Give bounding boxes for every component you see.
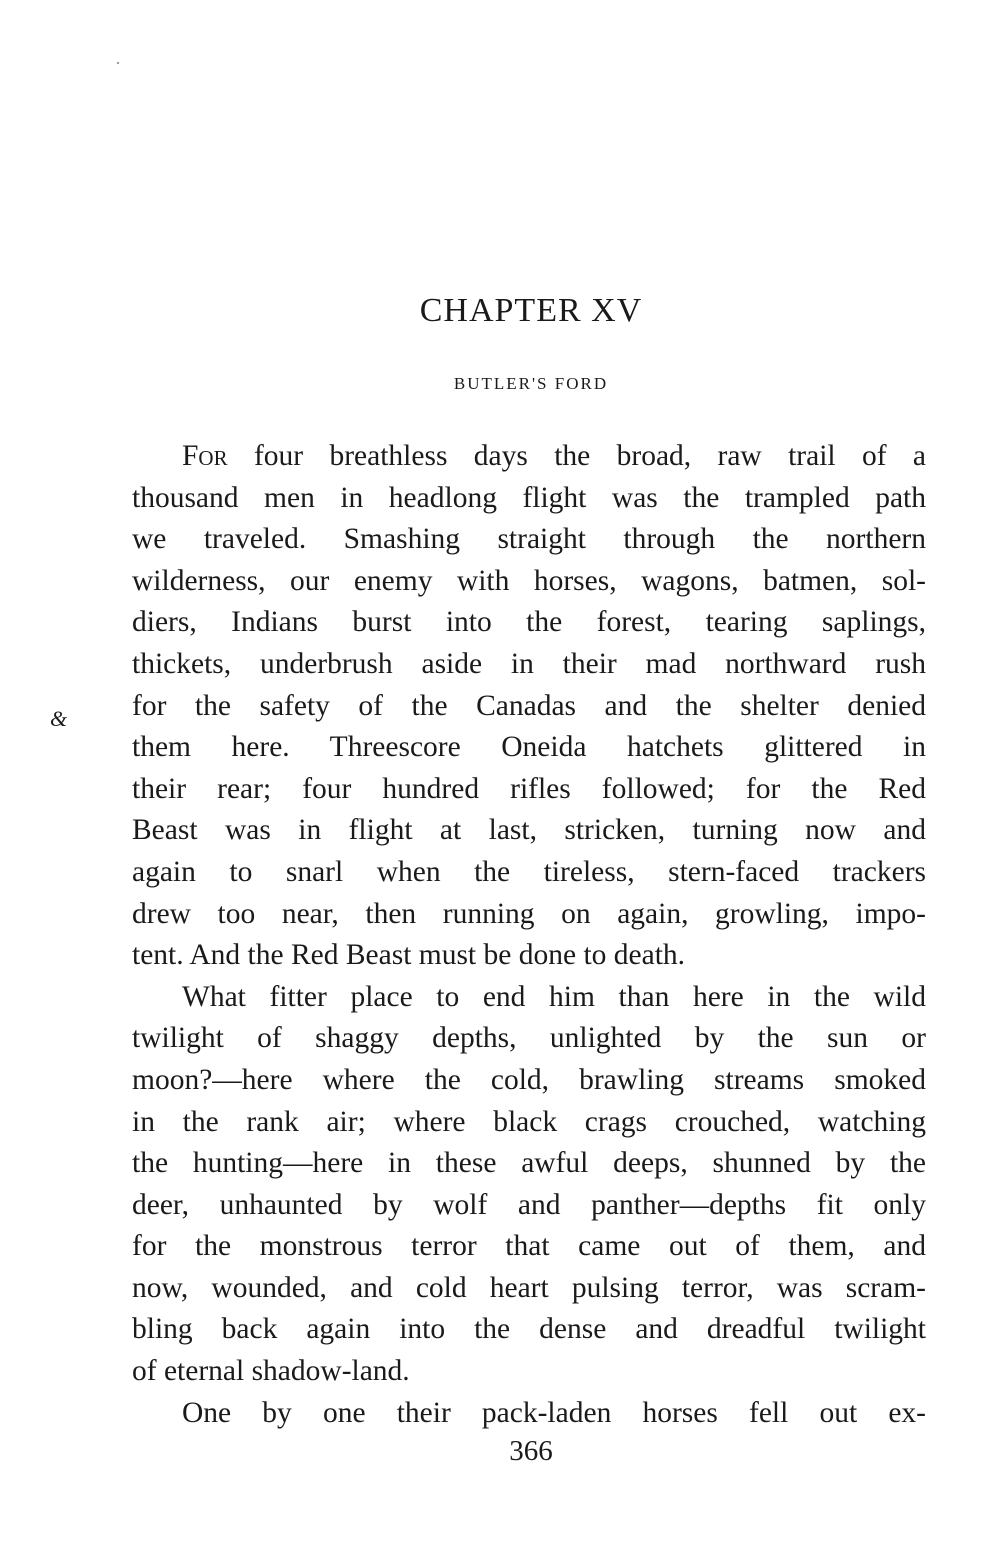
text-line: One by one their pack-laden horses fell out ex- — [182, 1396, 926, 1429]
text-line: we traveled. Smashing straight through the northern — [132, 523, 926, 556]
text-line: thousand men in headlong flight was the trampled path — [132, 481, 926, 514]
text-line: deer, unhaunted by wolf and panther—depths fit only — [132, 1188, 926, 1221]
text-line: in the rank air; where black crags crouched, watching — [132, 1105, 926, 1138]
page-number: 366 — [509, 1435, 553, 1467]
text-line: now, wounded, and cold heart pulsing terror, was scram- — [132, 1271, 926, 1304]
chapter-subtitle: BUTLER'S FORD — [453, 374, 609, 393]
body-text — [132, 436, 926, 1434]
text-line: of eternal shadow-land. — [132, 1355, 410, 1388]
text-line: tent. And the Red Beast must be done to death. — [132, 939, 686, 972]
text-line: drew too near, then running on again, growling, impo- — [132, 897, 926, 930]
text-line: for the safety of the Canadas and the shelter denied — [132, 689, 926, 722]
text-line: moon?—here where the cold, brawling streams smoked — [132, 1063, 926, 1096]
text-line: diers, Indians burst into the forest, tearing saplings, — [132, 606, 926, 639]
text-line: What fitter place to end him than here in the wild — [182, 980, 926, 1013]
text-line: wilderness, our enemy with horses, wagons, batmen, sol- — [132, 564, 926, 597]
text-line: thickets, underbrush aside in their mad northward rush — [132, 647, 926, 680]
text-line: Beast was in flight at last, stricken, turning now and — [132, 814, 926, 847]
text-line: again to snarl when the tireless, stern-faced trackers — [132, 855, 926, 888]
paragraph-lead: For — [182, 440, 228, 472]
scan-speck — [117, 62, 119, 64]
text-line: the hunting—here in these awful deeps, shunned by the — [132, 1147, 926, 1180]
margin-annotation: & — [50, 706, 68, 731]
text-line: For four breathless days the broad, raw trail of a — [182, 440, 926, 472]
text-line: twilight of shaggy depths, unlighted by the sun or — [132, 1022, 926, 1055]
chapter-title: CHAPTER XV — [419, 292, 643, 329]
text-line: bling back again into the dense and dreadful twilight — [132, 1313, 926, 1346]
text-line: for the monstrous terror that came out of them, and — [132, 1230, 926, 1263]
text-line: their rear; four hundred rifles followed; for the Red — [132, 772, 926, 805]
text-line: them here. Threescore Oneida hatchets glittered in — [132, 731, 926, 764]
